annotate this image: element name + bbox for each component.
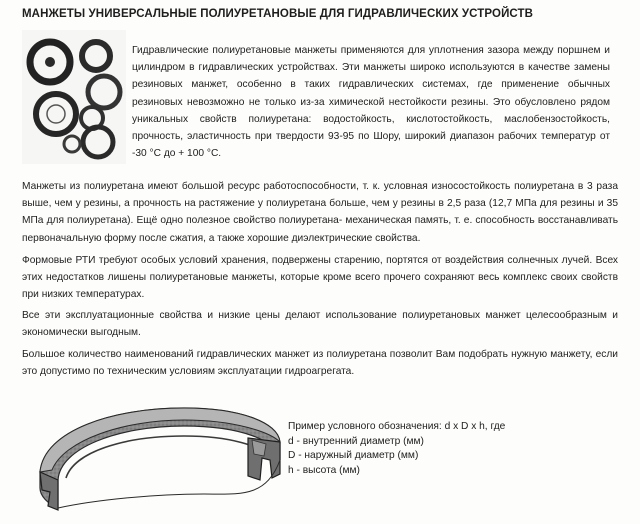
legend-height: h - высота (мм) [288,464,360,476]
storage-paragraph: Формовые РТИ требуют особых условий хранения, подвержены старению, портятся от воздействия солнечных лучей. Всех этих недостатков лишены полиуретановые манжеты, которые кроме всего прочего сохраняют весь комплекс своих свойств при низких температурах. [22,255,618,301]
legend-outer-diameter: D - наружный диаметр (мм) [288,450,419,462]
seal-cross-section-drawing [34,400,286,518]
selection-paragraph: Большое количество наименований гидравлических манжет из полиуретана позволит Вам подобрать нужную манжету, если это допустимо по техническим условиям эксплуатации гидроагрегата. [22,349,618,378]
legend-example-line: Пример условного обозначения: d x D x h, где [288,421,506,432]
benefits-paragraph: Все эти эксплуатационные свойства и низкие цены делают использование полиуретановых манжет целесообразным и экономически выгодным. [22,310,618,339]
legend-inner-diameter: d - внутренний диаметр (мм) [288,435,424,447]
durability-paragraph: Манжеты из полиуретана имеют большой ресурс работоспособности, т. к. условная износостойкость полиуретана в 3 раза выше, чем у резины, а прочность на растяжение у полиуретана больше, чем у резины в 2,5 раза (12,7 МПа для резины и 35 МПа для полиуретана). Ещё одно полезное свойство полиуретана- механическая память, т. е. способность восстанавливать первоначальную форму после сжатия, а также хорошие диэлектрические свойства. [22,181,618,244]
designation-legend [288,420,505,478]
page-title: МАНЖЕТЫ УНИВЕРСАЛЬНЫЕ ПОЛИУРЕТАНОВЫЕ ДЛЯ ГИДРАВЛИЧЕСКИХ УСТРОЙСТВ [22,8,534,20]
intro-paragraph: Гидравлические полиуретановые манжеты применяются для уплотнения зазора между поршнем и цилиндром в гидравлических устройствах. Эти манжеты широко используются в качестве замены резиновых манжет, особенно в таких гидравлических системах, где применение обычных резиновых невозможно не только из-за химической нестойкости резины. Это обусловлено рядом уникальных свойств полиуретана: водостойкость, кислотостойкость, маслобензостойкость, прочность, эластичность при твердости 93-95 по Шору, широкий диапазон рабочих температур от -30 °С до + 100 °С. [132,45,610,160]
seal-rings-photo [22,30,126,164]
